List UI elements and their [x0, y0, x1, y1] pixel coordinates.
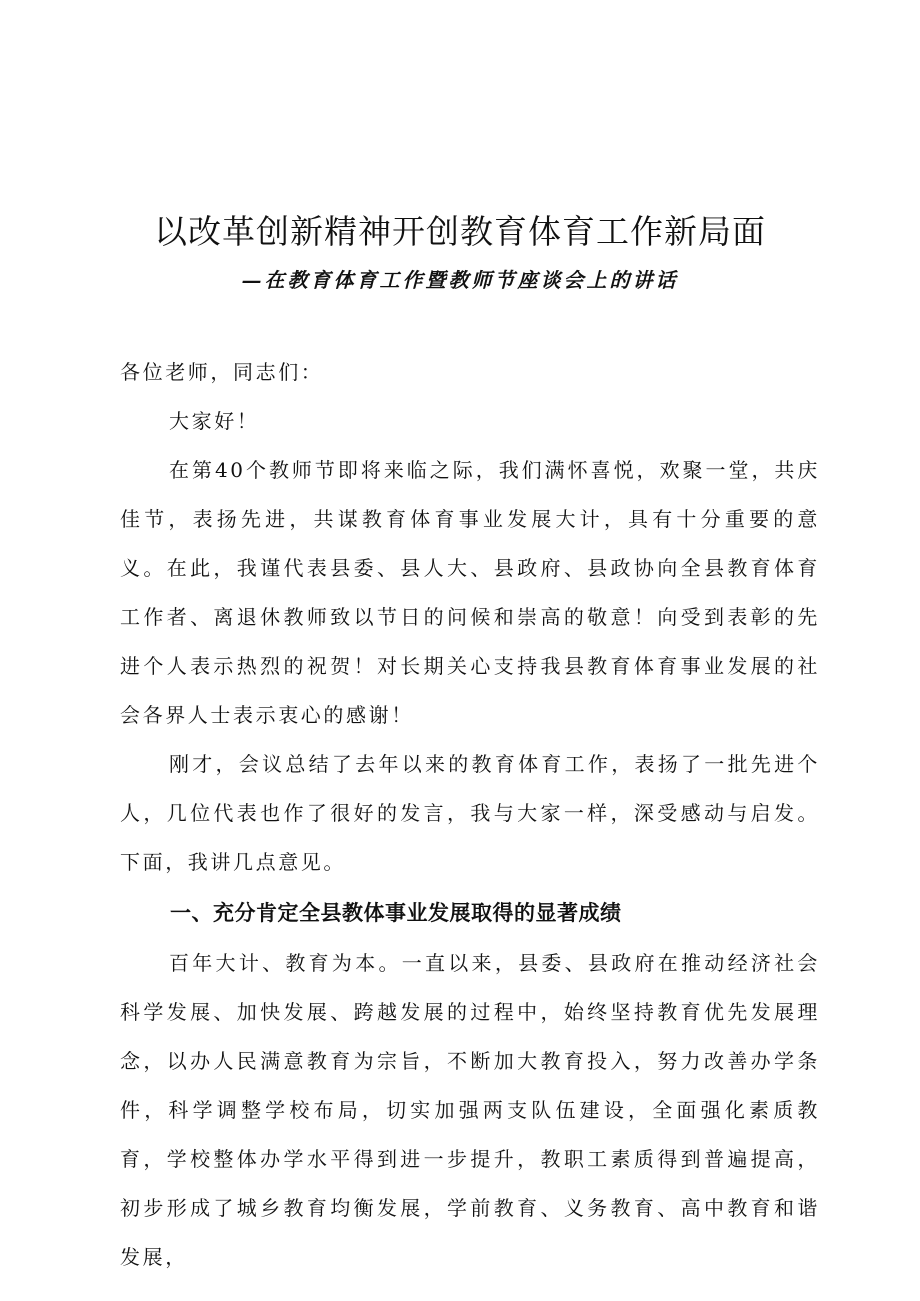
document-body: [120, 348, 820, 1282]
salutation: 各位老师，同志们：: [120, 360, 324, 384]
section-1-paragraph: 百年大计、教育为本。一直以来，县委、县政府在推动经济社会科学发展、加快发展、跨越发展的过程中，始终坚持教育优先发展理念，以办人民满意教育为宗旨，不断加大教育投入，努力改善办学条件，科学调整学校布局，切实加强两支队伍建设，全面强化素质教育，学校整体办学水平得到进一步提升，教职工素质得到普遍提高，初步形成了城乡教育均衡发展，学前教育、义务教育、高中教育和谐发展，: [120, 951, 820, 1269]
section-heading-1: 一、充分肯定全县教体事业发展取得的显著成绩: [170, 901, 622, 925]
document-subtitle: —在教育体育工作暨教师节座谈会上的讲话: [241, 268, 679, 292]
greeting: 大家好！: [169, 409, 260, 433]
document-title: 以改革创新精神开创教育体育工作新局面: [154, 212, 766, 251]
paragraph-agenda: 刚才，会议总结了去年以来的教育体育工作，表扬了一批先进个人，几位代表也作了很好的发言，我与大家一样，深受感动与启发。下面，我讲几点意见。: [120, 752, 820, 874]
paragraph-opening: 在第40个教师节即将来临之际，我们满怀喜悦，欢聚一堂，共庆佳节，表扬先进，共谋教育体育事业发展大计，具有十分重要的意义。在此，我谨代表县委、县人大、县政府、县政协向全县教育体育工作者、离退休教师致以节日的问候和崇高的敬意！向受到表彰的先进个人表示热烈的祝贺！对长期关心支持我县教育体育事业发展的社会各界人士表示衷心的感谢！: [120, 458, 820, 727]
